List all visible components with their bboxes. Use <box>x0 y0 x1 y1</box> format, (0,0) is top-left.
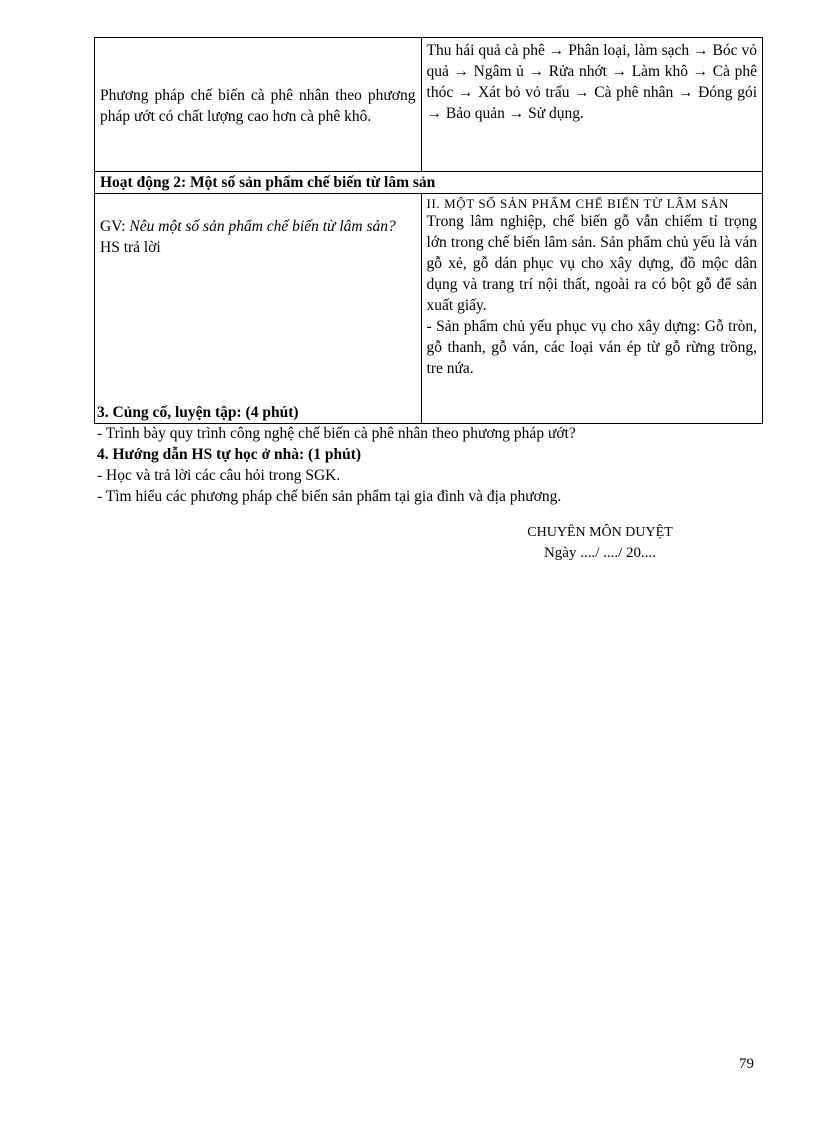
table-row <box>95 194 763 424</box>
hs-answer: HS trả lời <box>100 239 161 256</box>
page-number: 79 <box>739 1056 754 1072</box>
homework-item: - Tìm hiểu các phương pháp chế biến sản phẩm tại gia đình và địa phương. <box>97 488 562 505</box>
table-row <box>95 172 763 194</box>
section-title: II. MỘT SỐ SẢN PHẨM CHẾ BIẾN TỪ LÂM SẢN <box>426 196 729 211</box>
gv-question: Nêu một số sản phẩm chế biến từ lâm sản? <box>129 218 396 235</box>
content-cell <box>421 194 762 424</box>
content-paragraph: Trong lâm nghiệp, chế biến gỗ vẫn chiếm tỉ trọng lớn trong chế biến lâm sản. Sản phẩm chủ yếu là ván gỗ xẻ, gỗ dán phục vụ cho xây dựng, đồ mộc dân dụng và trang trí nội thất, ngoài ra có bột gỗ để sản xuất giấy. <box>426 213 757 314</box>
homework-item: - Học và trả lời các câu hỏi trong SGK. <box>97 467 341 484</box>
approval-block <box>500 522 700 564</box>
approval-date: Ngày ..../ ..../ 20.... <box>543 545 657 561</box>
approval-title: CHUYÊN MÔN DUYỆT <box>527 525 673 540</box>
content-paragraph: - Sản phẩm chủ yếu phục vụ cho xây dựng: Gỗ tròn, gỗ thanh, gỗ ván, các loại ván ép từ gỗ rừng trồng, tre nứa. <box>426 318 757 377</box>
consolidation-heading: 3. Củng cố, luyện tập: (4 phút) <box>97 404 299 421</box>
process-steps-cell: Thu hái quả cà phê → Phân loại, làm sạch → Bóc vỏ quả → Ngâm ủ → Rửa nhớt → Làm khô → Cà phê thóc → Xát bỏ vỏ trấu → Cà phê nhân → Đóng gói → Bảo quản → Sử dụng. <box>421 38 762 172</box>
lesson-footer <box>97 402 767 507</box>
gv-prefix: GV: <box>100 218 130 235</box>
consolidation-item: - Trình bày quy trình công nghệ chế biến cà phê nhân theo phương pháp ướt? <box>97 425 576 442</box>
homework-heading: 4. Hướng dẫn HS tự học ở nhà: (1 phút) <box>97 446 362 463</box>
method-comparison-cell: Phương pháp chế biến cà phê nhân theo phương pháp ướt có chất lượng cao hơn cà phê khô. <box>95 38 422 172</box>
table-row <box>95 38 763 172</box>
activity-header: Hoạt động 2: Một số sản phẩm chế biến từ lâm sản <box>95 172 763 194</box>
teacher-student-cell <box>95 194 422 424</box>
lesson-table <box>94 37 763 424</box>
